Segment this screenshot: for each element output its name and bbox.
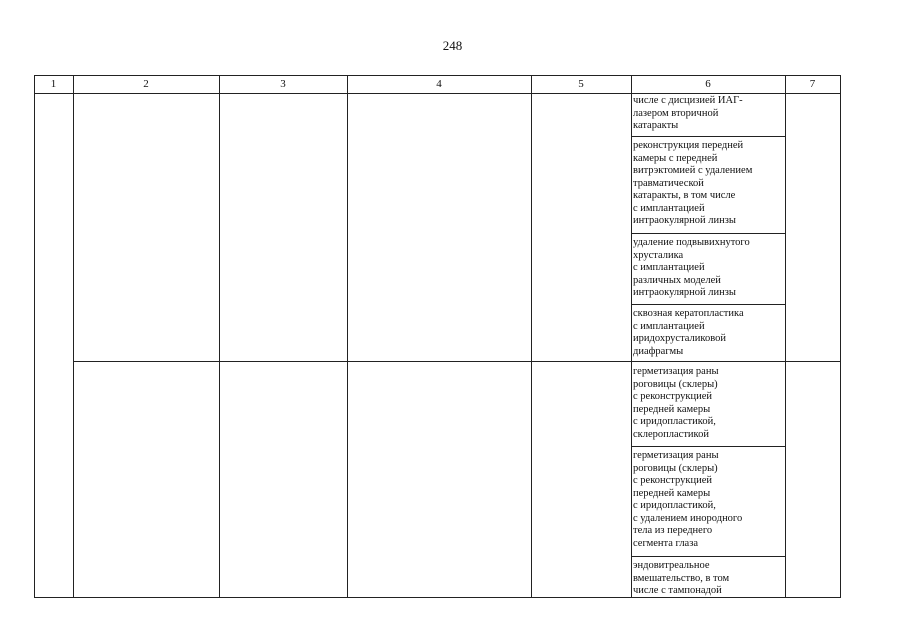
col-border: [219, 75, 220, 598]
col6-cell-text: герметизация раны роговицы (склеры) с реконструкцией передней камеры с иридопластикой, с удалением инородного тела из переднего сегмента глаза: [633, 450, 743, 549]
col-border: [34, 75, 35, 598]
header-col-5: 5: [578, 78, 584, 90]
col6-divider: [631, 233, 785, 234]
col6-divider: [631, 304, 785, 305]
col6-divider: [631, 446, 785, 447]
col6-divider: [631, 556, 785, 557]
col-border: [73, 75, 74, 598]
col-border: [785, 75, 786, 598]
col-border: [531, 75, 532, 598]
col6-cell-text: числе с дисцизией ИАГ- лазером вторичной катаракты: [633, 95, 743, 131]
header-col-3: 3: [280, 78, 286, 90]
col-border: [840, 75, 841, 598]
header-col-1: 1: [50, 78, 57, 90]
col6-cell-text: реконструкция передней камеры с передней витрэктомией с удалением травматической катаракты, в том числе с имплантацией интраокулярной линзы: [633, 140, 753, 226]
row-divider-line: [73, 361, 840, 362]
header-col-2: 2: [143, 78, 149, 90]
page-number: 248: [442, 38, 463, 53]
header-col-6: 6: [705, 78, 711, 90]
header-col-7: 7: [809, 78, 816, 90]
header-col-4: 4: [436, 78, 442, 90]
col6-divider: [631, 136, 785, 137]
col6-cell-text: удаление подвывихнутого хрусталика с имплантацией различных моделей интраокулярной линзы: [633, 237, 750, 298]
col6-cell-text: эндовитреальное вмешательство, в том числе с тампонадой: [633, 560, 730, 596]
col-border: [347, 75, 348, 598]
header-bottom-line: [34, 93, 840, 94]
col-border: [631, 75, 632, 598]
col6-cell-text: герметизация раны роговицы (склеры) с реконструкцией передней камеры с иридопластикой, склеропластикой: [633, 366, 719, 440]
col6-cell-text: сквозная кератопластика с имплантацией иридохрусталиковой диафрагмы: [633, 308, 744, 357]
